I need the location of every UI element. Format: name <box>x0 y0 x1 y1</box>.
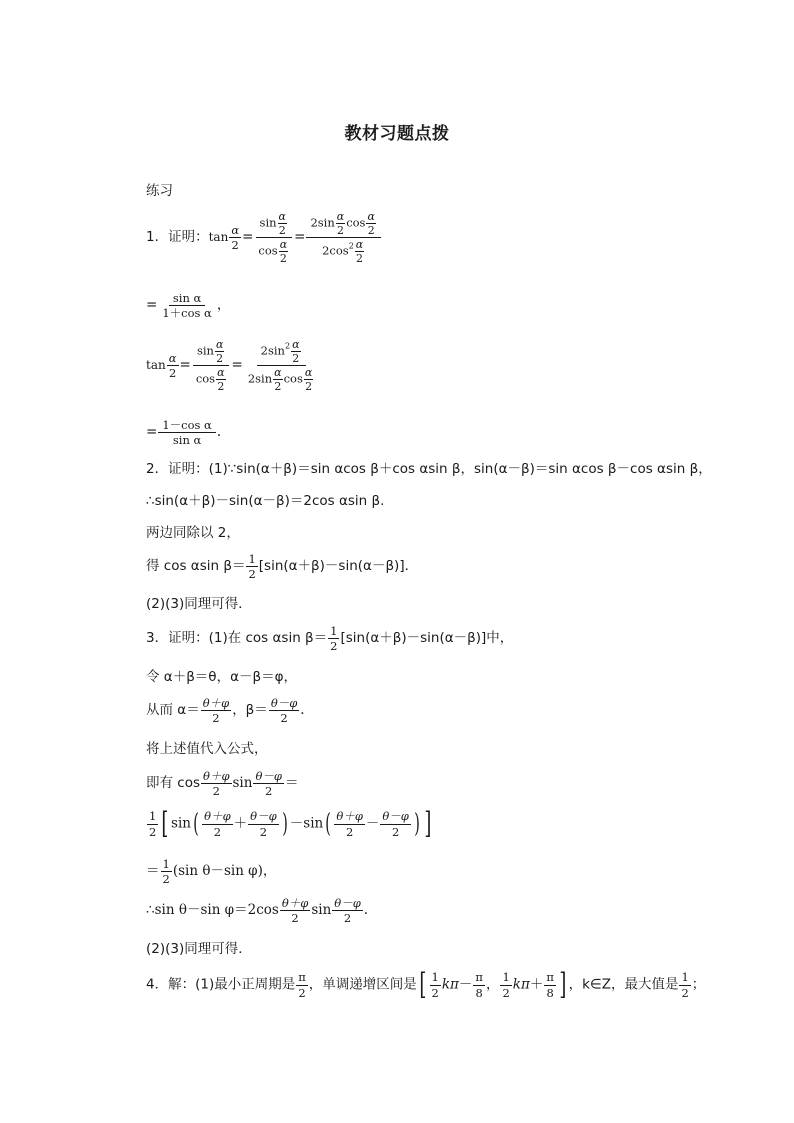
section-heading: 练习 <box>146 183 173 199</box>
fraction-double-angle: 2sin $\frac{\alpha}{2}$ cos $\frac{\alpha}{2}$ $2\cos^2$ $\frac{\alpha}{2}$ <box>306 211 380 264</box>
problem-2-line-5: (2)(3)同理可得． <box>146 596 252 612</box>
tan-text: tan <box>208 230 229 244</box>
problem-2-line-3: 两边同除以 2， <box>146 525 240 541</box>
fraction-sin-over-1-plus-cos: $\frac{\text{sin α}}{\text{1＋cos α}}$ <box>162 291 212 321</box>
problem-3-line-4: 将上述值代入公式， <box>146 741 268 757</box>
problem-1-line-3: tan $\frac{\alpha}{2}$ = sin $\frac{\alpha}{2}$ cos $\frac{\alpha}{2}$ = $2\sin^2$ $\frac{\alpha}{2}$ 2sin $\frac{\alpha}{2}$ cos $\frac{\alpha}{2}$ <box>146 339 319 392</box>
fraction-one-half: $\frac{1}{2}$ <box>248 552 256 582</box>
problem-3-line-9: (2)(3)同理可得． <box>146 941 252 957</box>
problem-3-line-2: 令 α＋β＝θ，α－β＝φ， <box>146 669 297 685</box>
document-title: 教材习题点拨 <box>344 124 450 144</box>
problem-1-label: 1．证明： <box>146 229 209 245</box>
problem-1-line-4: = $\frac{\text{1－cos α}}{\text{sin α}}$ . <box>146 418 222 448</box>
problem-1-line-1: 1．证明：tan $\frac{\alpha}{2}$ = sin $\frac{\alpha}{2}$ cos $\frac{\alpha}{2}$ = 2sin $\frac{\alpha}{2}$ cos $\frac{\alpha}{2}$ $2\cos^2$ $\frac{\alpha}{2}$ <box>146 211 382 264</box>
problem-3-line-7: ＝ $\frac{1}{2}$ (sin θ－sin φ)， <box>146 857 277 887</box>
fraction-sin-over-cos: sin $\frac{\alpha}{2}$ cos $\frac{\alpha}{2}$ <box>254 211 293 264</box>
fraction-half-angle: $2\sin^2$ $\frac{\alpha}{2}$ 2sin $\frac{\alpha}{2}$ cos $\frac{\alpha}{2}$ <box>247 338 313 393</box>
problem-3-line-8: ∴sin θ－sin φ＝2cos $\frac{\theta+\varphi}{2}$ sin $\frac{\theta-\varphi}{2}$ . <box>146 896 369 926</box>
problem-3-line-1: 3．证明：(1)在 cos αsin β＝ $\frac{1}{2}$ [sin(α＋β)－sin(α－β)]中， <box>146 624 514 654</box>
problem-2-line-2: ∴sin(α＋β)－sin(α－β)＝2cos αsin β. <box>146 493 385 509</box>
fraction-1-minus-cos-over-sin: $\frac{\text{1－cos α}}{\text{sin α}}$ <box>158 419 216 446</box>
problem-2-line-1: 2．证明：(1)∵sin(α＋β)＝sin αcos β＋cos αsin β，sin(α－β)＝sin αcos β－cos αsin β， <box>146 461 712 477</box>
problem-3-line-3: 从而 α＝ $\frac{\theta+\varphi}{2}$ ，β＝ $\frac{\theta-\varphi}{2}$ . <box>146 696 305 726</box>
problem-2-line-4: 得 cos αsin β＝ $\frac{1}{2}$ [sin(α＋β)－sin(α－β)]． <box>146 552 419 582</box>
problem-1-line-2: = $\frac{\text{sin α}}{\text{1＋cos α}}$ ， <box>146 291 231 321</box>
fraction-alpha-over-2: $\frac{\alpha}{2}$ <box>231 222 240 252</box>
fraction-sin-over-cos-2: sin $\frac{\alpha}{2}$ cos $\frac{\alpha}{2}$ <box>192 339 231 392</box>
problem-4-line-1: 4．解：(1)最小正周期是 $\frac{\pi}{2}$ ，单调递增区间是[ $\frac{1}{2}$ kπ－ $\frac{\pi}{8}$ ， $\frac{1}{2}$ kπ＋ $\frac{\pi}{8}$ ] ，k∈Z，最大值是 $\frac{1}{2}$ ； <box>146 967 706 1002</box>
problem-3-line-5: 即有 cos $\frac{\theta+\varphi}{2}$ sin $\frac{\theta-\varphi}{2}$ ＝ <box>146 769 299 799</box>
problem-3-line-6: $\frac{1}{2}$ [ sin( $\frac{\theta+\varphi}{2}$ ＋ $\frac{\theta-\varphi}{2}$ ) －sin( $\frac{\theta+\varphi}{2}$ － $\frac{\theta-\varphi}{2}$ ) ] <box>149 806 432 841</box>
